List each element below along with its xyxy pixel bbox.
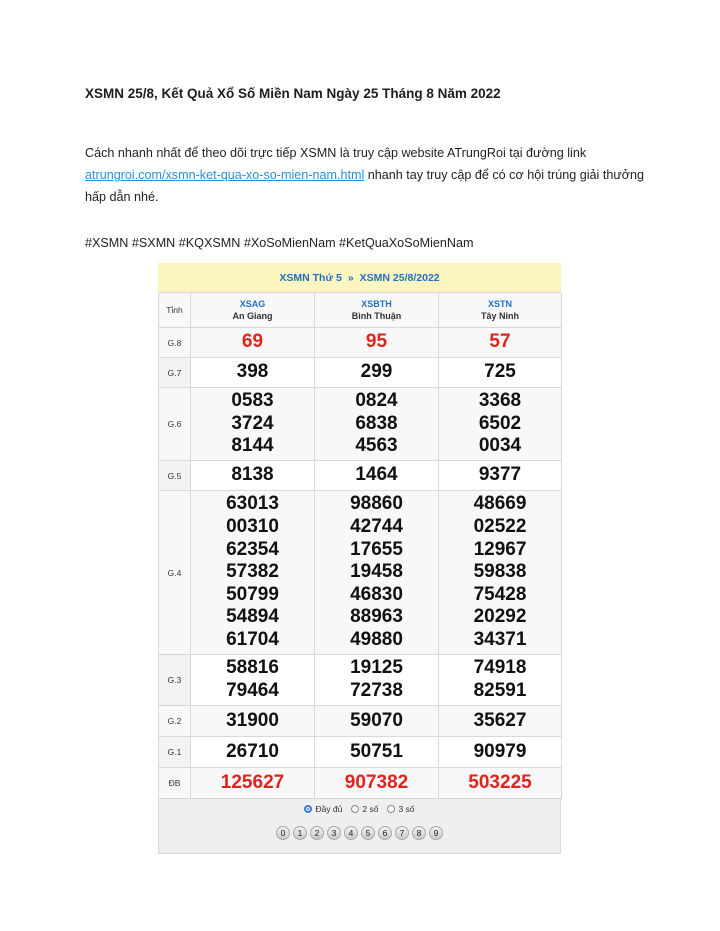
prize-number: 49880 xyxy=(350,628,403,650)
radio-3-digits[interactable] xyxy=(387,804,414,814)
radio-label: Đầy đủ xyxy=(315,804,343,814)
prize-cell xyxy=(191,737,315,768)
header-separator: » xyxy=(347,271,354,284)
prize-number: 20292 xyxy=(473,606,527,628)
prize-cell xyxy=(191,491,315,655)
prize-cell xyxy=(315,768,439,799)
prize-cell xyxy=(439,655,562,706)
digit-filter-buttons xyxy=(159,826,560,840)
radio-checked-icon xyxy=(304,805,312,813)
prize-cell xyxy=(191,328,315,358)
prize-cell xyxy=(315,461,439,491)
prize-number: 82591 xyxy=(473,680,527,701)
intro-link[interactable]: atrungroi.com/xsmn-ket-qua-xo-so-mien-nam.html xyxy=(85,168,365,182)
digit-button-7[interactable]: 7 xyxy=(395,826,409,840)
prize-row xyxy=(159,655,562,706)
intro-text-before: Cách nhanh nhất để theo dõi trực tiếp XSMN là truy cập website ATrungRoi tại đường link xyxy=(85,146,587,160)
hashtags: #XSMN #SXMN #KQXSMN #XoSoMienNam #KetQuaXoSoMienNam xyxy=(85,236,474,250)
prize-number: 54894 xyxy=(226,606,279,628)
header-date-link[interactable]: XSMN 25/8/2022 xyxy=(359,271,440,284)
prize-number: 72738 xyxy=(350,680,403,701)
prize-row xyxy=(159,358,562,388)
prize-rows xyxy=(159,328,562,799)
page-title: XSMN 25/8, Kết Quả Xổ Số Miền Nam Ngày 25 Tháng 8 Năm 2022 xyxy=(85,86,501,101)
prize-number: 6502 xyxy=(478,412,522,434)
radio-label: 3 số xyxy=(398,804,415,814)
table-footer xyxy=(158,799,561,854)
prize-label: G.1 xyxy=(159,737,191,768)
prize-number: 57 xyxy=(489,331,511,353)
prize-number: 1464 xyxy=(355,464,398,486)
province-code-link[interactable]: XSBTH xyxy=(361,299,392,309)
prize-number: 34371 xyxy=(473,628,527,650)
prize-number: 0583 xyxy=(231,390,274,412)
prize-label: G.3 xyxy=(159,655,191,706)
prize-number: 299 xyxy=(360,361,393,383)
prize-number: 95 xyxy=(365,331,388,353)
prize-cell xyxy=(191,358,315,388)
prize-number: 57382 xyxy=(226,561,279,583)
prize-label: G.7 xyxy=(159,358,191,388)
prize-number: 907382 xyxy=(344,771,409,793)
prize-number: 4563 xyxy=(355,435,398,457)
prize-number: 725 xyxy=(484,361,516,383)
prize-number: 90979 xyxy=(473,740,527,762)
prize-number: 8138 xyxy=(231,464,274,486)
prize-label: G.6 xyxy=(159,388,191,461)
prize-cell xyxy=(191,388,315,461)
prize-number: 63013 xyxy=(226,493,279,515)
province-code-link[interactable]: XSTN xyxy=(487,299,512,309)
digit-button-6[interactable]: 6 xyxy=(378,826,392,840)
prize-row xyxy=(159,706,562,737)
province-row xyxy=(159,293,562,328)
prize-cell xyxy=(191,768,315,799)
prize-number: 59070 xyxy=(350,709,403,731)
prize-number: 3724 xyxy=(231,412,274,434)
prize-row xyxy=(159,491,562,655)
province-cell xyxy=(191,293,315,328)
prize-row xyxy=(159,768,562,799)
prize-label: G.4 xyxy=(159,491,191,655)
prize-cell xyxy=(439,737,562,768)
prize-number: 9377 xyxy=(478,464,522,486)
prize-cell xyxy=(439,388,562,461)
prize-number: 6838 xyxy=(355,412,398,434)
prize-number: 69 xyxy=(241,331,264,353)
prize-cell xyxy=(315,388,439,461)
prize-cell xyxy=(191,706,315,737)
results-grid xyxy=(158,292,562,799)
prize-label: G.2 xyxy=(159,706,191,737)
province-name: Tây Ninh xyxy=(480,311,519,321)
prize-cell xyxy=(439,768,562,799)
prize-cell xyxy=(191,655,315,706)
prize-number: 12967 xyxy=(473,538,527,560)
digit-button-4[interactable]: 4 xyxy=(344,826,358,840)
prize-number: 0824 xyxy=(355,390,398,412)
digit-button-0[interactable]: 0 xyxy=(276,826,290,840)
prize-cell xyxy=(439,328,562,358)
prize-number: 75428 xyxy=(473,583,527,605)
prize-number: 8144 xyxy=(231,435,274,457)
digit-button-3[interactable]: 3 xyxy=(327,826,341,840)
province-name: Bình Thuận xyxy=(351,311,402,321)
lottery-results-table xyxy=(158,263,561,846)
prize-cell xyxy=(439,491,562,655)
prize-number: 503225 xyxy=(468,771,532,793)
radio-label: 2 số xyxy=(362,804,379,814)
prize-number: 26710 xyxy=(226,740,279,762)
prize-number: 42744 xyxy=(350,516,403,538)
prize-cell xyxy=(315,491,439,655)
header-weekday-link[interactable]: XSMN Thứ 5 xyxy=(279,271,342,284)
prize-number: 50799 xyxy=(226,583,279,605)
intro-text-after: nhanh tay truy cập để có cơ hội trúng giải thưởng hấp dẫn nhé. xyxy=(85,168,645,204)
prize-cell xyxy=(439,461,562,491)
prize-number: 19458 xyxy=(350,561,403,583)
prize-number: 3368 xyxy=(478,390,522,412)
prize-number: 35627 xyxy=(473,709,527,731)
prize-number: 88963 xyxy=(350,606,403,628)
prize-number: 74918 xyxy=(473,657,527,679)
radio-2-digits[interactable] xyxy=(351,804,378,814)
digit-button-8[interactable]: 8 xyxy=(412,826,426,840)
prize-cell xyxy=(315,655,439,706)
prize-number: 50751 xyxy=(350,740,403,762)
digit-button-1[interactable]: 1 xyxy=(293,826,307,840)
province-cell xyxy=(315,293,439,328)
prize-label: G.5 xyxy=(159,461,191,491)
radio-unchecked-icon xyxy=(351,805,359,813)
digit-button-9[interactable]: 9 xyxy=(429,826,443,840)
prize-number: 0034 xyxy=(478,435,522,457)
intro-paragraph xyxy=(85,142,645,208)
prize-number: 19125 xyxy=(350,657,403,679)
prize-number: 58816 xyxy=(226,657,279,679)
prize-cell xyxy=(191,461,315,491)
prize-number: 59838 xyxy=(473,561,527,583)
prize-number: 398 xyxy=(236,361,269,383)
tinh-label: Tỉnh xyxy=(159,293,191,328)
prize-number: 48669 xyxy=(473,493,527,515)
province-cell xyxy=(439,293,562,328)
radio-full[interactable] xyxy=(304,804,342,814)
table-header xyxy=(158,263,561,292)
prize-number: 17655 xyxy=(350,538,403,560)
prize-number: 00310 xyxy=(226,516,279,538)
prize-cell xyxy=(315,706,439,737)
prize-label: G.8 xyxy=(159,328,191,358)
prize-label: ĐB xyxy=(159,768,191,799)
prize-cell xyxy=(439,706,562,737)
prize-row xyxy=(159,461,562,491)
prize-row xyxy=(159,388,562,461)
prize-cell xyxy=(315,328,439,358)
prize-number: 98860 xyxy=(350,493,403,515)
prize-number: 02522 xyxy=(473,516,527,538)
prize-number: 62354 xyxy=(226,538,279,560)
digit-button-5[interactable]: 5 xyxy=(361,826,375,840)
digit-button-2[interactable]: 2 xyxy=(310,826,324,840)
prize-number: 61704 xyxy=(226,628,279,650)
prize-number: 79464 xyxy=(226,680,279,701)
prize-number: 46830 xyxy=(350,583,403,605)
prize-row xyxy=(159,737,562,768)
prize-cell xyxy=(439,358,562,388)
prize-number: 125627 xyxy=(220,771,285,793)
prize-cell xyxy=(315,358,439,388)
province-name: An Giang xyxy=(232,311,273,321)
display-mode-radios xyxy=(159,804,560,814)
prize-row xyxy=(159,328,562,358)
province-code-link[interactable]: XSAG xyxy=(239,299,266,309)
radio-unchecked-icon xyxy=(387,805,395,813)
prize-cell xyxy=(315,737,439,768)
prize-number: 31900 xyxy=(226,709,279,731)
